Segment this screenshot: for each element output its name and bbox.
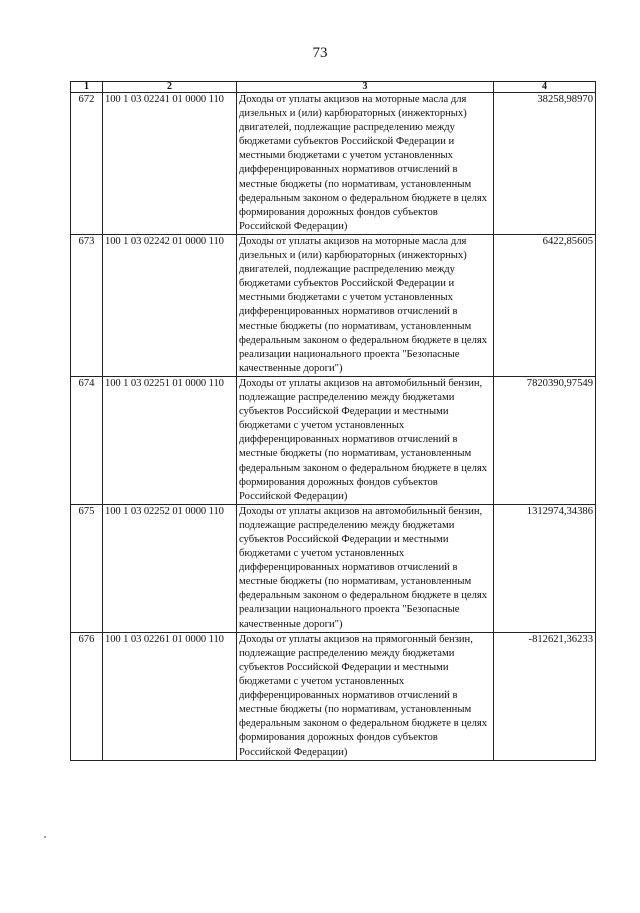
amount: 7820390,97549 xyxy=(494,376,596,504)
header-col-2: 2 xyxy=(103,82,237,93)
row-number: 672 xyxy=(71,93,103,235)
budget-code: 100 1 03 02252 01 0000 110 xyxy=(103,504,237,632)
budget-code: 100 1 03 02241 01 0000 110 xyxy=(103,93,237,235)
table-header xyxy=(71,82,596,93)
revenue-description: Доходы от уплаты акцизов на автомобильный бензин, подлежащие распределению между бюджетами субъектов Российской Федерации и местными бюджетами с учетом установленных дифференцированных нормативов отчислений в местные бюджеты (по нормативам, установленным федеральным законом о федеральном бюджете в целях реализации национального проекта "Безопасные качественные дороги") xyxy=(237,504,494,632)
table-body xyxy=(71,93,596,761)
header-row xyxy=(71,82,596,93)
budget-code: 100 1 03 02251 01 0000 110 xyxy=(103,376,237,504)
budget-code: 100 1 03 02261 01 0000 110 xyxy=(103,632,237,760)
header-col-4: 4 xyxy=(494,82,596,93)
scan-speck xyxy=(44,836,46,838)
amount: 6422,85605 xyxy=(494,235,596,377)
row-number: 676 xyxy=(71,632,103,760)
row-number: 675 xyxy=(71,504,103,632)
header-col-3: 3 xyxy=(237,82,494,93)
table-row xyxy=(71,93,596,235)
header-col-1: 1 xyxy=(71,82,103,93)
table-row xyxy=(71,235,596,377)
amount: 1312974,34386 xyxy=(494,504,596,632)
table-row xyxy=(71,376,596,504)
amount: -812621,36233 xyxy=(494,632,596,760)
table-row xyxy=(71,632,596,760)
row-number: 674 xyxy=(71,376,103,504)
amount: 38258,98970 xyxy=(494,93,596,235)
table-row xyxy=(71,504,596,632)
revenue-description: Доходы от уплаты акцизов на прямогонный бензин, подлежащие распределению между бюджетами субъектов Российской Федерации и местными бюджетами с учетом установленных дифференцированных нормативов отчислений в местные бюджеты (по нормативам, установленным федеральным законом о федеральном бюджете в целях формирования дорожных фондов субъектов Российской Федерации) xyxy=(237,632,494,760)
page-number: 73 xyxy=(312,45,328,61)
budget-revenue-table xyxy=(70,81,596,761)
row-number: 673 xyxy=(71,235,103,377)
budget-code: 100 1 03 02242 01 0000 110 xyxy=(103,235,237,377)
revenue-description: Доходы от уплаты акцизов на автомобильный бензин, подлежащие распределению между бюджетами субъектов Российской Федерации и местными бюджетами с учетом установленных дифференцированных нормативов отчислений в местные бюджеты (по нормативам, установленным федеральным законом о федеральном бюджете в целях формирования дорожных фондов субъектов Российской Федерации) xyxy=(237,376,494,504)
revenue-description: Доходы от уплаты акцизов на моторные масла для дизельных и (или) карбюраторных (инжекторных) двигателей, подлежащие распределению между бюджетами субъектов Российской Федерации и местными бюджетами с учетом установленных дифференцированных нормативов отчислений в местные бюджеты (по нормативам, установленным федеральным законом о федеральном бюджете в целях реализации национального проекта "Безопасные качественные дороги") xyxy=(237,235,494,377)
revenue-description: Доходы от уплаты акцизов на моторные масла для дизельных и (или) карбюраторных (инжекторных) двигателей, подлежащие распределению между бюджетами субъектов Российской Федерации и местными бюджетами с учетом установленных дифференцированных нормативов отчислений в местные бюджеты (по нормативам, установленным федеральным законом о федеральном бюджете в целях формирования дорожных фондов субъектов Российской Федерации) xyxy=(237,93,494,235)
